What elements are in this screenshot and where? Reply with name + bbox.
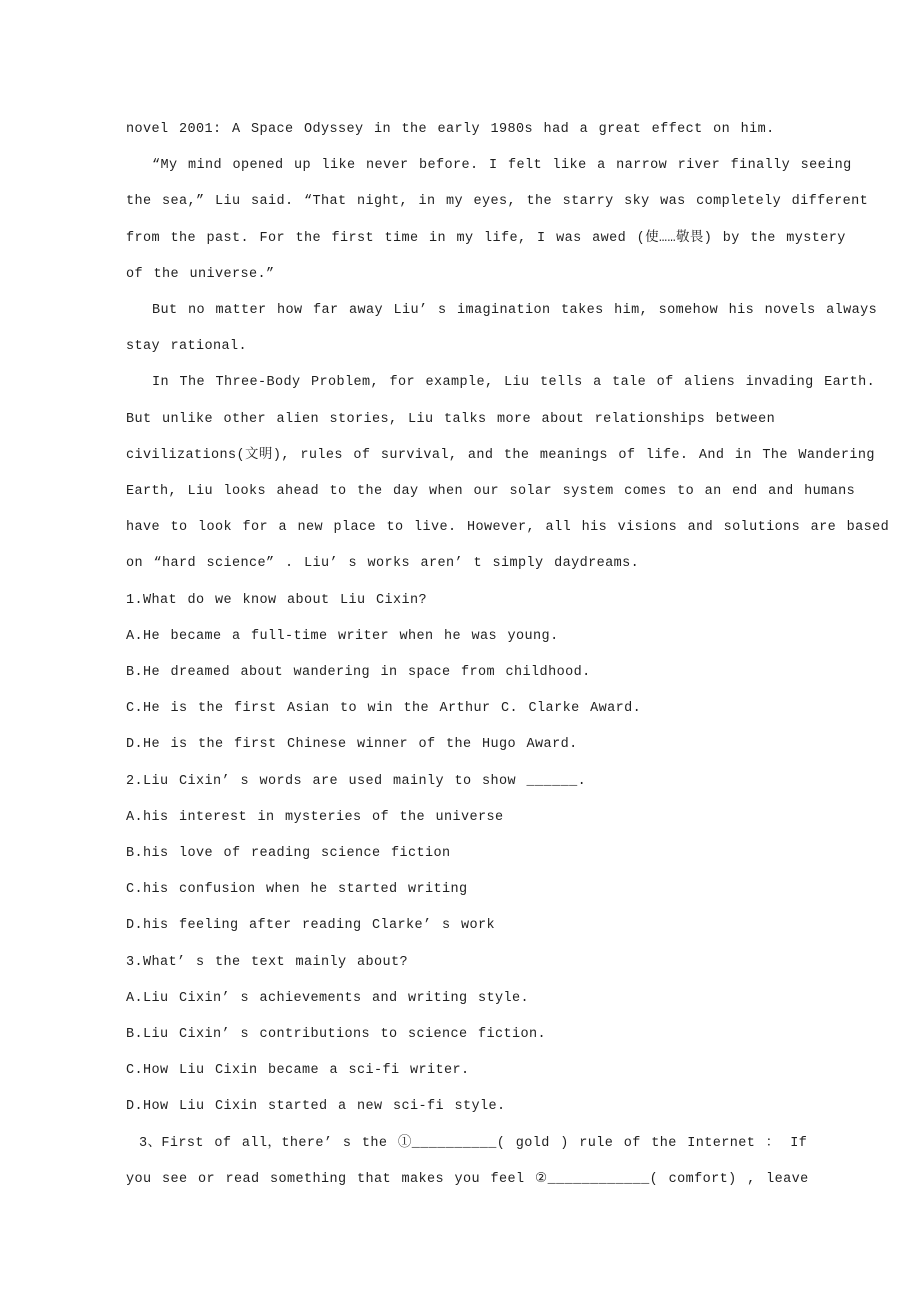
text-line: A.He became a full-time writer when he was young. — [126, 628, 559, 644]
text-line: B.He dreamed about wandering in space from childhood. — [126, 665, 591, 681]
text-line: But unlike other alien stories, Liu talks more about relationships between — [126, 411, 776, 427]
text-line: C.his confusion when he started writing — [126, 882, 468, 898]
text-line: the sea,” Liu said. “That night, in my eyes, the starry sky was completely different — [126, 194, 869, 210]
text-line: 2.Liu Cixin’ s words are used mainly to show ______. — [126, 773, 587, 789]
text-line: civilizations(文明), rules of survival, and the meanings of life. And in The Wandering — [126, 447, 875, 463]
text-line: Earth, Liu looks ahead to the day when our solar system comes to an end and humans — [126, 484, 856, 500]
text-line: A.his interest in mysteries of the universe — [126, 809, 504, 825]
text-line: C.He is the first Asian to win the Arthur C. Clarke Award. — [126, 701, 642, 717]
text-line: B.his love of reading science fiction — [126, 846, 451, 862]
text-line: you see or read something that makes you feel ②____________( comfort) , leave — [126, 1171, 809, 1187]
text-line: In The Three-Body Problem, for example, Liu tells a tale of aliens invading Earth. — [152, 375, 876, 391]
text-line: A.Liu Cixin’ s achievements and writing style. — [126, 990, 530, 1006]
text-line: novel 2001: A Space Odyssey in the early 1980s had a great effect on him. — [126, 122, 775, 137]
text-line: “My mind opened up like never before. I felt like a narrow river finally seeing — [152, 158, 852, 174]
text-line: D.He is the first Chinese winner of the Hugo Award. — [126, 737, 578, 753]
text-line: stay rational. — [126, 339, 248, 355]
text-line: C.How Liu Cixin became a sci-fi writer. — [126, 1063, 470, 1079]
text-lines — [126, 112, 890, 1198]
text-line: 3、First of all，there’ s the ①__________( gold ) rule of the Internet ： If — [139, 1135, 808, 1151]
text-line: of the universe.” — [126, 266, 275, 282]
text-line: from the past. For the first time in my life, I was awed (使……敬畏) by the mystery — [126, 230, 846, 246]
text-line: on “hard science” . Liu’ s works aren’ t simply daydreams. — [126, 556, 640, 572]
text-line: have to look for a new place to live. However, all his visions and solutions are based — [126, 520, 890, 536]
text-line: 1.What do we know about Liu Cixin? — [126, 592, 428, 608]
text-line: B.Liu Cixin’ s contributions to science fiction. — [126, 1027, 547, 1043]
text-line: D.his feeling after reading Clarke’ s work — [126, 918, 496, 934]
text-line: 3.What’ s the text mainly about? — [126, 954, 409, 970]
text-line: But no matter how far away Liu’ s imagination takes him, somehow his novels always — [152, 303, 878, 319]
text-line: D.How Liu Cixin started a new sci-fi style. — [126, 1099, 506, 1115]
